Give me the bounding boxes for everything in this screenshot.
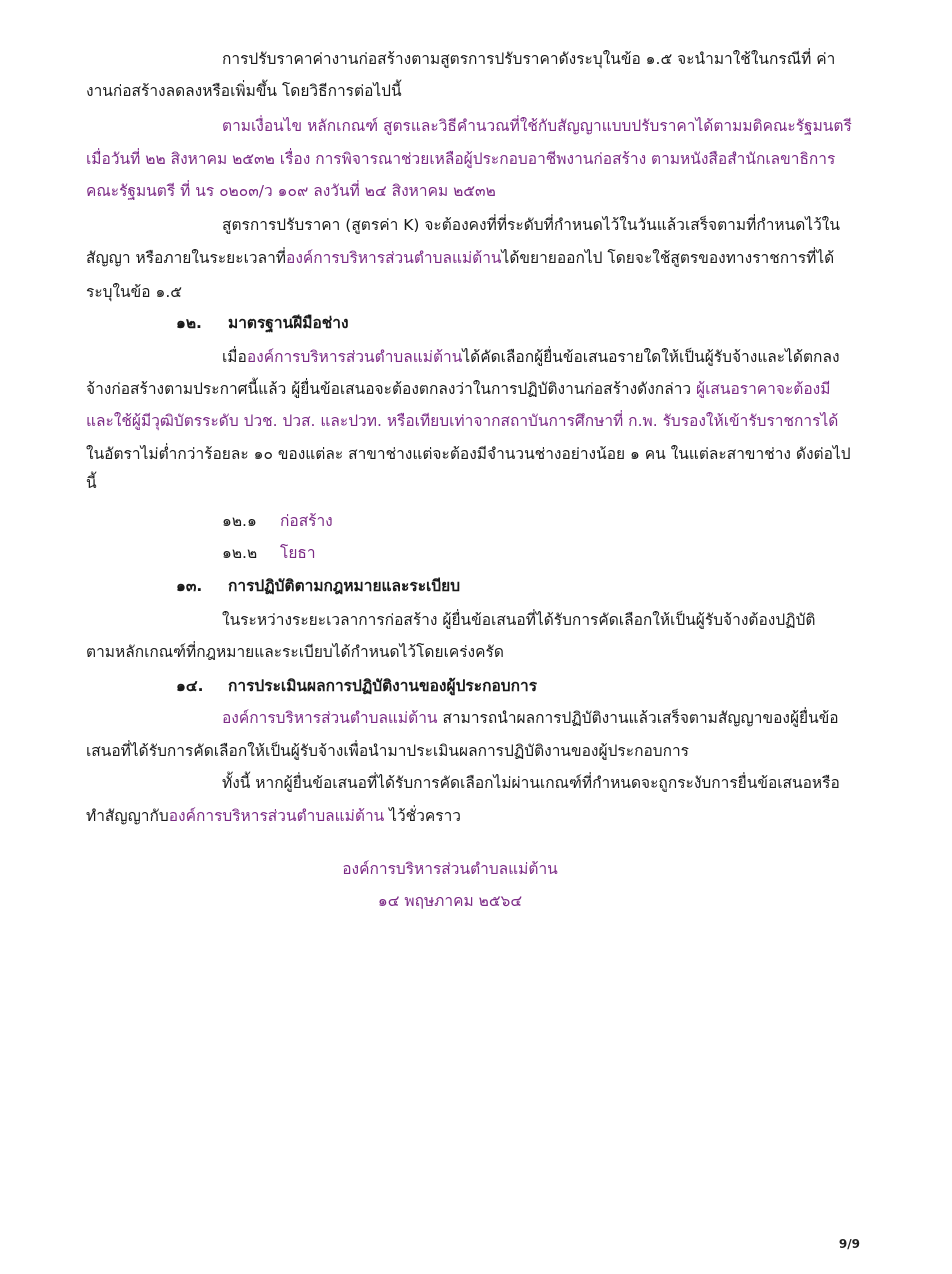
highlighted-line: คณะรัฐมนตรี ที่ นร ๐๒๐๓/ว ๑๐๙ ลงวันที่ ๒๔ สิงหาคม ๒๕๓๒ (86, 182, 496, 200)
section-title: การปฏิบัติตามกฎหมายและระเบียบ (228, 577, 461, 595)
section-heading-12 (176, 312, 776, 334)
list-item (222, 510, 952, 532)
section-number: ๑๒. (176, 314, 202, 332)
paragraph-line: ในระหว่างระยะเวลาการก่อสร้าง ผู้ยื่นข้อเสนอที่ได้รับการคัดเลือกให้เป็นผู้รับจ้างต้องปฏิบัติ (222, 611, 816, 629)
item-label: ก่อสร้าง (280, 512, 333, 530)
paragraph-line (222, 707, 839, 729)
paragraph-line: การปรับราคาค่างานก่อสร้างตามสูตรการปรับราคาดังระบุในข้อ ๑.๕ จะนำมาใช้ในกรณีที่ ค่า (222, 50, 836, 68)
page-number: 9/9 (838, 1237, 860, 1251)
paragraph-line (86, 247, 835, 269)
paragraph-line (86, 805, 816, 827)
item-number: ๑๒.๑ (222, 512, 257, 530)
section-heading-13 (176, 575, 776, 597)
section-title: การประเมินผลการปฏิบัติงานของผู้ประกอบการ (228, 677, 538, 695)
section-number: ๑๓. (176, 577, 203, 595)
text-span: ได้คัดเลือกผู้ยื่นข้อเสนอรายใดให้เป็นผู้รับจ้างและได้ตกลง (462, 348, 840, 366)
list-item (222, 542, 952, 564)
item-number: ๑๒.๒ (222, 544, 258, 562)
org-name-highlight: องค์การบริหารส่วนตำบลแม่ต้าน (286, 249, 502, 267)
section-title: มาตรฐานฝีมือช่าง (228, 314, 349, 332)
paragraph-line: นี้ (86, 474, 97, 492)
highlight-span: ผู้เสนอราคาจะต้องมี (696, 380, 831, 398)
org-name-highlight: องค์การบริหารส่วนตำบลแม่ต้าน (168, 807, 385, 825)
signature-date: ๑๔ พฤษภาคม ๒๕๖๔ (377, 892, 523, 910)
paragraph-line: ระบุในข้อ ๑.๕ (86, 283, 182, 301)
org-name-highlight: องค์การบริหารส่วนตำบลแม่ต้าน (222, 709, 438, 727)
paragraph-line (86, 378, 831, 400)
signature-org: องค์การบริหารส่วนตำบลแม่ต้าน (342, 860, 558, 878)
highlighted-line: และใช้ผู้มีวุฒิบัตรระดับ ปวช. ปวส. และปวท. หรือเทียบเท่าจากสถาบันการศึกษาที่ ก.พ. รับรองให้เข้ารับราชการได้ (86, 412, 839, 430)
paragraph-line: ทั้งนี้ หากผู้ยื่นข้อเสนอที่ได้รับการคัดเลือกไม่ผ่านเกณฑ์ที่กำหนดจะถูกระงับการยื่นข้อเสนอหรือ (222, 774, 840, 792)
paragraph-line: เสนอที่ได้รับการคัดเลือกให้เป็นผู้รับจ้างเพื่อนำมาประเมินผลการปฏิบัติงานของผู้ประกอบการ (86, 742, 690, 760)
item-label: โยธา (280, 544, 316, 562)
highlighted-line: ตามเงื่อนไข หลักเกณฑ์ สูตรและวิธีคำนวณที่ใช้กับสัญญาแบบปรับราคาได้ตามมติคณะรัฐมนตรี (222, 117, 852, 135)
text-span: ไว้ชั่วคราว (384, 807, 462, 825)
text-span: สัญญา หรือภายในระยะเวลาที่ (86, 249, 287, 267)
paragraph-line: งานก่อสร้างลดลงหรือเพิ่มขึ้น โดยวิธีการต่อไปนี้ (86, 82, 402, 100)
text-span: ได้ขยายออกไป โดยจะใช้สูตรของทางราชการที่ได้ (501, 249, 835, 267)
text-span: เมื่อ (222, 348, 247, 366)
section-heading-14 (176, 675, 776, 697)
org-name-highlight: องค์การบริหารส่วนตำบลแม่ต้าน (246, 348, 463, 366)
highlighted-line: เมื่อวันที่ ๒๒ สิงหาคม ๒๕๓๒ เรื่อง การพิจารณาช่วยเหลือผู้ประกอบอาชีพงานก่อสร้าง ตามหนังสือสำนักเลขาธิการ (86, 150, 836, 168)
paragraph-line: ตามหลักเกณฑ์ที่กฎหมายและระเบียบได้กำหนดไว้โดยเคร่งครัด (86, 643, 504, 661)
text-span: สามารถนำผลการปฏิบัติงานแล้วเสร็จตามสัญญาของผู้ยื่นข้อ (437, 709, 839, 727)
text-span: ทำสัญญากับ (86, 807, 169, 825)
paragraph-line: ในอัตราไม่ต่ำกว่าร้อยละ ๑๐ ของแต่ละ สาขาช่างแต่จะต้องมีจำนวนช่างอย่างน้อย ๑ คน ในแต่ละสาขาช่าง ดังต่อไป (86, 445, 851, 463)
paragraph-line: สูตรการปรับราคา (สูตรค่า K) จะต้องคงที่ที่ระดับที่กำหนดไว้ในวันแล้วเสร็จตามที่กำหนดไว้ใน (222, 216, 840, 234)
text-span: จ้างก่อสร้างตามประกาศนี้แล้ว ผู้ยื่นข้อเสนอจะต้องตกลงว่าในการปฏิบัติงานก่อสร้างดังกล่าว (86, 380, 697, 398)
section-number: ๑๔. (176, 677, 204, 695)
paragraph-line (222, 346, 840, 368)
